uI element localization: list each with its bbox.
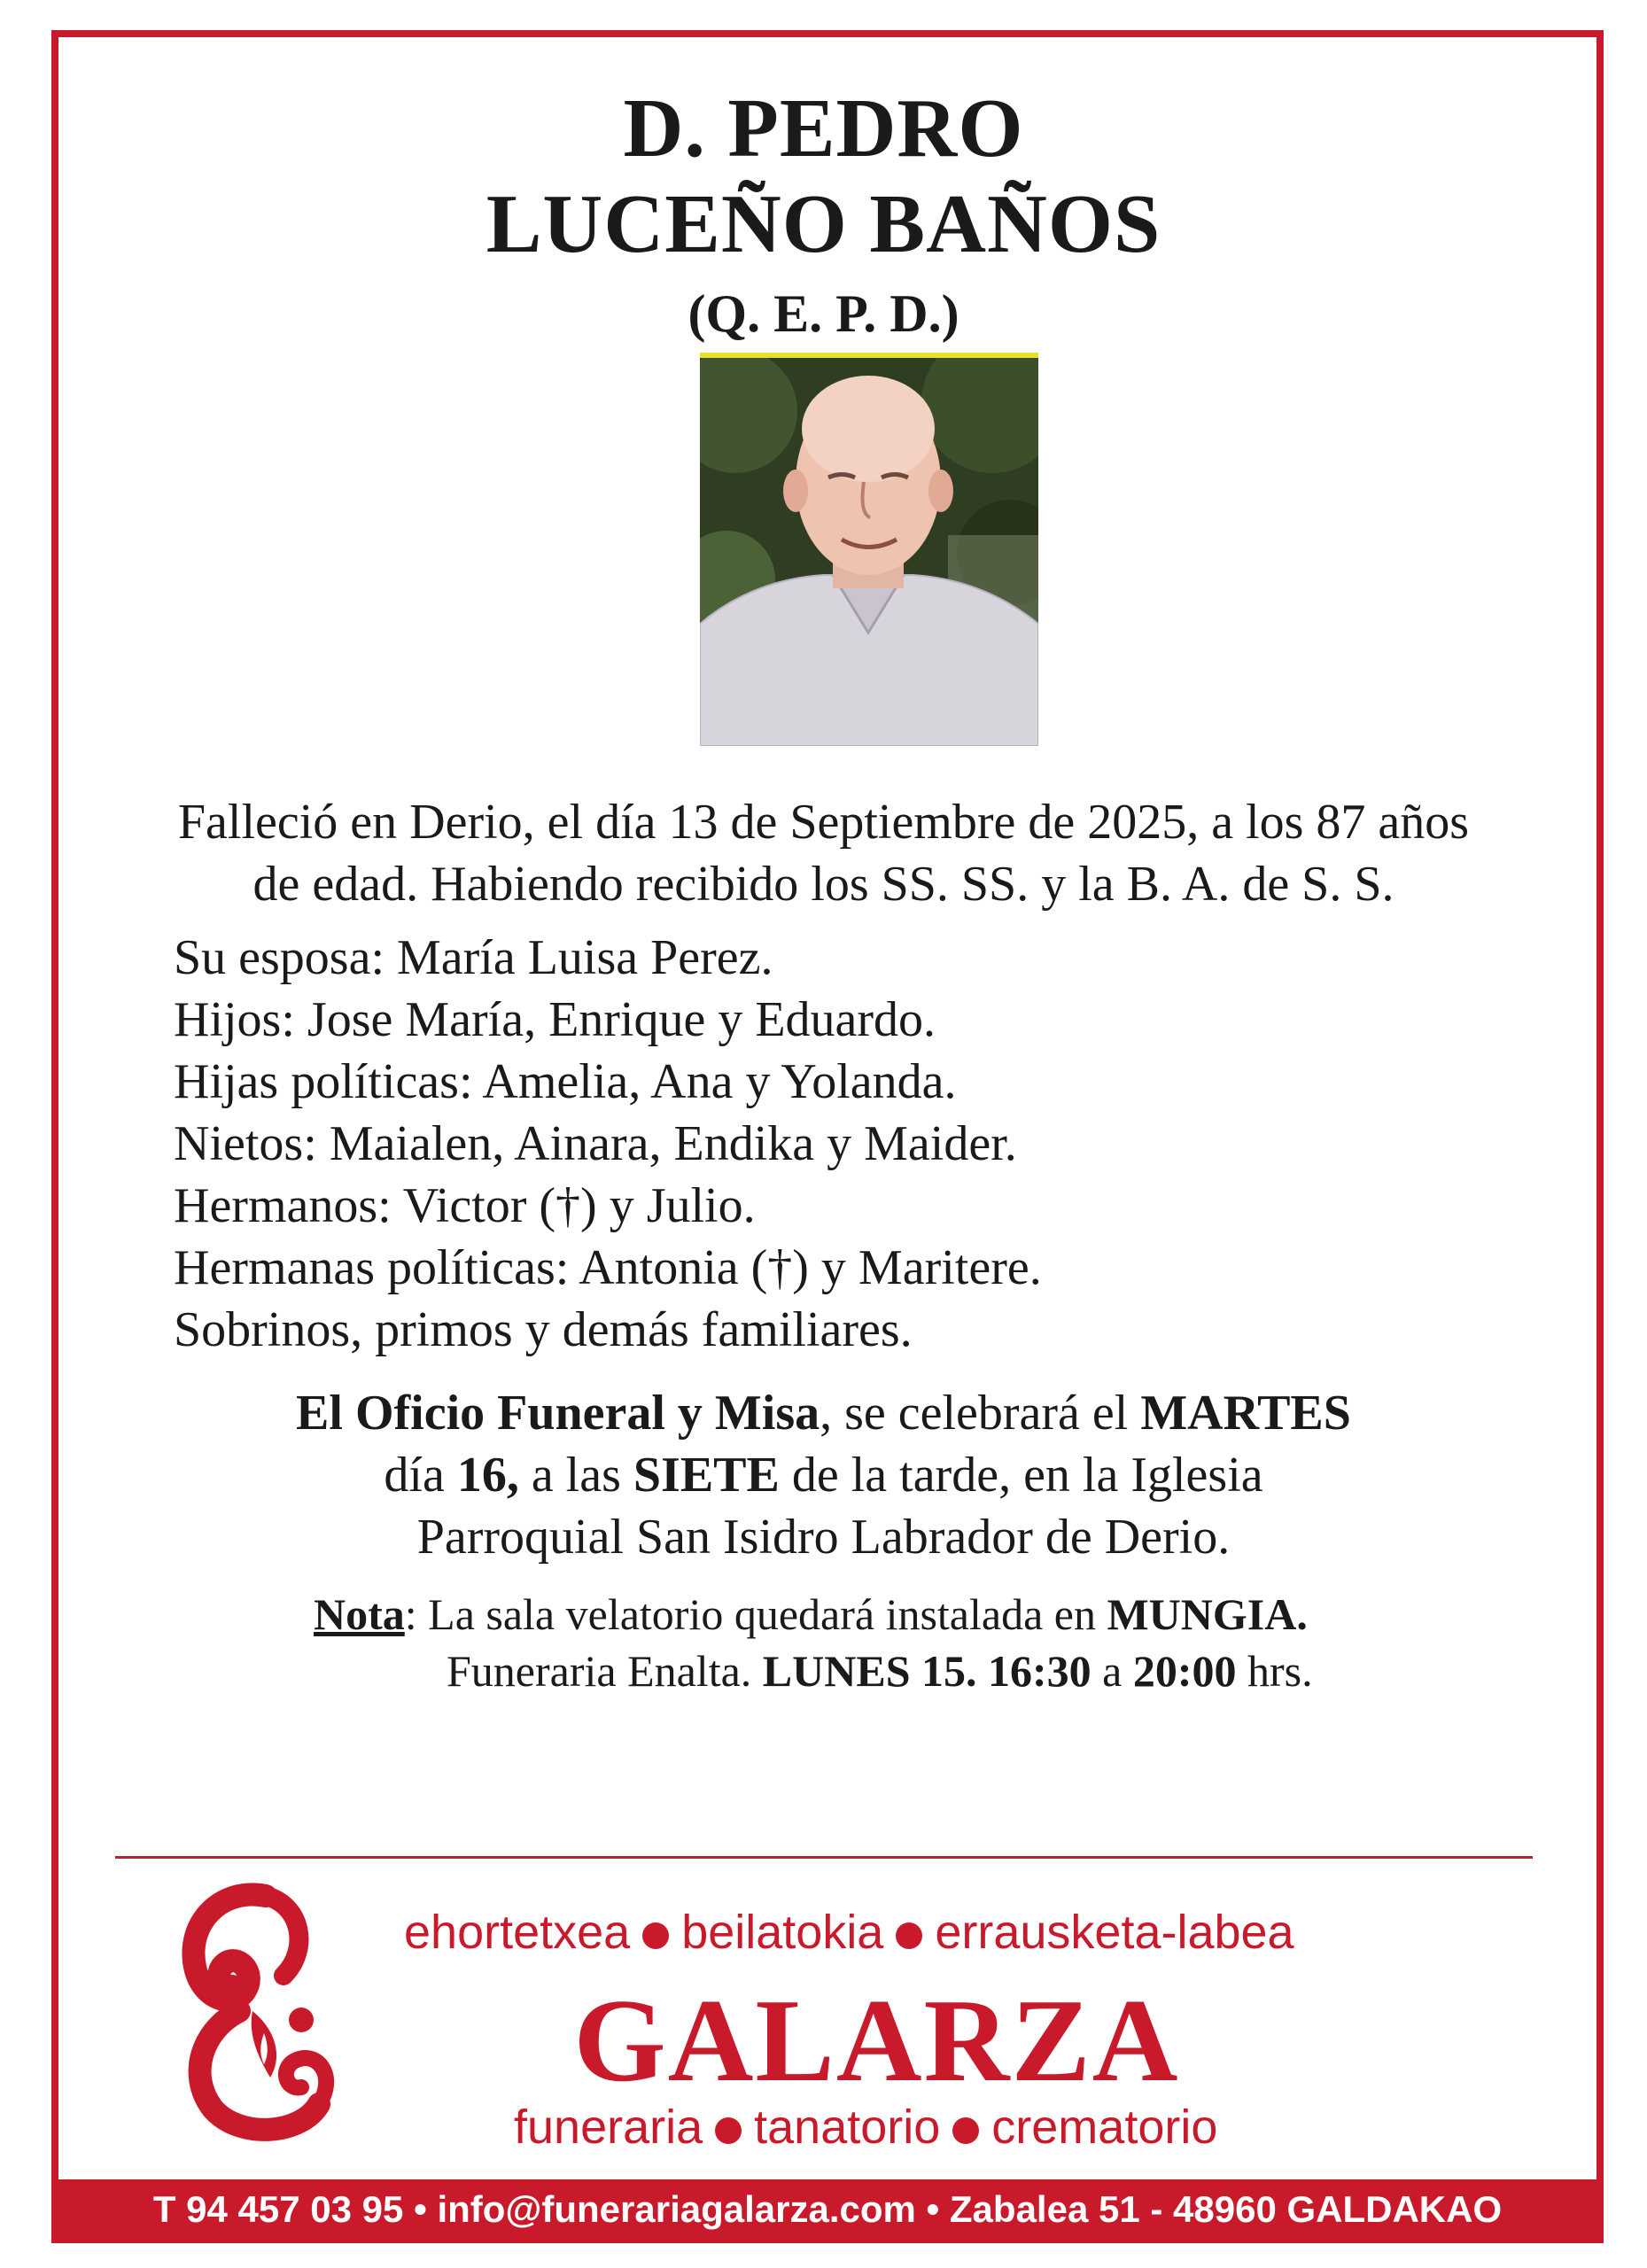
relatives-sons: Hijos: Jose María, Enrique y Eduardo. — [174, 992, 936, 1047]
brand-services-spanish — [514, 2100, 1217, 2155]
funeral-place-label: de la tarde, en la Iglesia — [779, 1448, 1263, 1503]
funeral-text: , se celebrará el — [820, 1386, 1141, 1441]
brand-services-basque — [404, 1905, 1294, 1960]
brand-service-2: beilatokia — [681, 1906, 884, 1959]
death-announcement — [0, 791, 1647, 915]
qepd-label: (Q. E. P. D.) — [688, 284, 959, 343]
funeral-title: El Oficio Funeral y Misa — [296, 1386, 820, 1441]
funeral-day: 16, — [456, 1448, 519, 1503]
brand-service-3: errausketa-labea — [935, 1906, 1294, 1959]
brand-service-6: crematorio — [991, 2101, 1218, 2154]
brand-service-5: tanatorio — [754, 2101, 941, 2154]
relatives-grandchildren: Nietos: Maialen, Ainara, Endika y Maider. — [174, 1116, 1017, 1171]
nota-hrs: hrs. — [1236, 1646, 1313, 1696]
relatives-brothers: Hermanos: Victor (†) y Julio. — [174, 1178, 756, 1233]
bullet-icon — [952, 2117, 979, 2144]
relatives-spouse: Su esposa: María Luisa Perez. — [174, 930, 773, 985]
nota-to: a — [1091, 1646, 1133, 1696]
wake-note — [314, 1586, 1313, 1699]
bullet-icon — [642, 1922, 669, 1949]
nota-date-start: LUNES 15. 16:30 — [762, 1646, 1092, 1696]
footer-divider — [115, 1856, 1533, 1859]
brand-service-1: ehortetxea — [404, 1906, 631, 1959]
death-line-1: Falleció en Derio, el día 13 de Septiembre de 2025, a los 87 años — [177, 795, 1470, 850]
funeral-weekday: MARTES — [1140, 1386, 1351, 1441]
deceased-photo — [700, 353, 1038, 746]
deceased-name-line1: D. PEDRO — [623, 82, 1024, 175]
relatives-list — [174, 927, 1042, 1361]
death-line-2: de edad. Habiendo recibido los SS. SS. y la B. A. de S. S. — [252, 857, 1395, 912]
nota-end-time: 20:00 — [1132, 1646, 1237, 1696]
bullet-icon — [896, 1922, 922, 1949]
funeral-line-1 — [0, 1382, 1647, 1444]
nota-town: MUNGIA. — [1107, 1589, 1308, 1639]
deceased-name-line2: LUCEÑO BAÑOS — [486, 178, 1161, 270]
funeral-line-3: Parroquial San Isidro Labrador de Derio. — [416, 1510, 1231, 1565]
relatives-sisters-in-law: Hermanas políticas: Antonia (†) y Maritere. — [174, 1240, 1042, 1295]
contact-footer: T 94 457 03 95 • info@funerariagalarza.com • Zabalea 51 - 48960 GALDAKAO — [58, 2179, 1597, 2240]
nota-line-2 — [314, 1643, 1313, 1699]
funeral-time: SIETE — [633, 1448, 780, 1503]
relatives-daughters-in-law: Hijas políticas: Amelia, Ana y Yolanda. — [174, 1054, 957, 1109]
bullet-icon — [715, 2117, 742, 2144]
brand-service-4: funeraria — [514, 2101, 703, 2154]
funeral-day-label: día — [384, 1448, 457, 1503]
brand-name: GALARZA — [573, 1975, 1180, 2106]
funeral-service-info — [0, 1382, 1647, 1568]
funeral-line-2 — [0, 1444, 1647, 1506]
funeral-time-label: a las — [518, 1448, 633, 1503]
nota-venue: Funeraria Enalta. — [447, 1646, 763, 1696]
relatives-others: Sobrinos, primos y demás familiares. — [174, 1302, 913, 1357]
nota-line-1 — [314, 1586, 1313, 1643]
nota-text: : La sala velatorio quedará instalada en — [404, 1589, 1107, 1639]
nota-label: Nota — [314, 1589, 405, 1639]
